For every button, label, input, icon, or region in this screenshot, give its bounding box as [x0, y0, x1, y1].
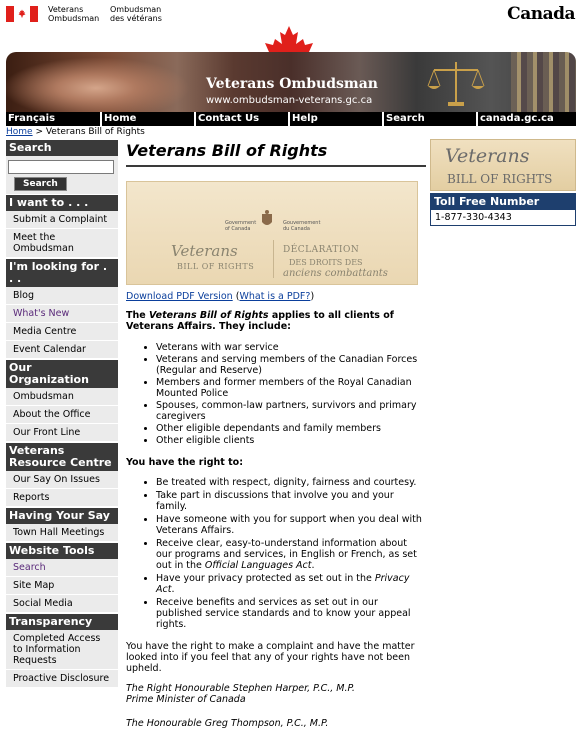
- search-button[interactable]: Search: [14, 177, 67, 191]
- clients-list: [126, 342, 422, 446]
- leftnav-item-ombudsman[interactable]: Ombudsman: [6, 388, 118, 406]
- leftnav-item-our-front-line[interactable]: Our Front Line: [6, 424, 118, 442]
- topnav-home[interactable]: Home: [102, 112, 196, 126]
- toll-free-heading: Toll Free Number: [431, 194, 575, 210]
- dept-name-en: Veterans Ombudsman: [48, 5, 100, 23]
- breadcrumb-current: Veterans Bill of Rights: [45, 127, 145, 137]
- bill-of-rights-poster: [126, 181, 418, 285]
- list-item: • Receive clear, easy-to-understand information about our programs and services, in English or French, as set out in the Official Languages Act.: [156, 538, 422, 571]
- topnav-fran-ais[interactable]: Français: [6, 112, 102, 126]
- list-item: • Veterans and serving members of the Canadian Forces (Regular and Reserve): [156, 354, 422, 376]
- bill-of-rights-promo[interactable]: Veterans BILL OF RIGHTS: [430, 139, 576, 191]
- poster-title-fr-2: DES DROITS DES: [289, 258, 363, 267]
- topnav-search[interactable]: Search: [384, 112, 478, 126]
- canada-flag-icon: [6, 6, 38, 22]
- leftnav-heading: Our Organization: [6, 359, 118, 388]
- poster-title-en: Veterans: [171, 242, 238, 260]
- intro-text: The Veterans Bill of Rights applies to all clients of Veterans Affairs. They include:: [126, 310, 394, 332]
- rights-heading: You have the right to:: [126, 457, 243, 468]
- leftnav-item-search[interactable]: Search: [6, 559, 118, 577]
- dept-name-fr: Ombudsman des vétérans: [110, 5, 162, 23]
- signature-pm: The Right Honourable Stephen Harper, P.C., M.P. Prime Minister of Canada: [126, 683, 355, 705]
- list-item: • Members and former members of the Royal Canadian Mounted Police: [156, 377, 422, 399]
- breadcrumb-home-link[interactable]: Home: [6, 127, 33, 137]
- leftnav-item-town-hall-meetings[interactable]: Town Hall Meetings: [6, 524, 118, 542]
- poster-subtitle-en: BILL OF RIGHTS: [177, 262, 255, 271]
- page-title: Veterans Bill of Rights: [126, 141, 426, 167]
- leftnav-item-reports[interactable]: Reports: [6, 489, 118, 507]
- topnav-canada-gc-ca[interactable]: canada.gc.ca: [480, 113, 554, 124]
- banner-url: www.ombudsman-veterans.gc.ca: [206, 95, 373, 106]
- poster-divider: [273, 240, 274, 278]
- complaint-text: You have the right to make a complaint and have the matter looked into if you feel that any of your rights have not been upheld.: [126, 641, 415, 674]
- toll-free-number: 1-877-330-4343: [431, 210, 575, 225]
- leftnav-heading: Veterans Resource Centre: [6, 442, 118, 471]
- toll-free-box: [430, 193, 576, 226]
- list-item: • Other eligible dependants and family members: [156, 423, 422, 434]
- leftnav-heading: Transparency: [6, 613, 118, 630]
- scales-of-justice-icon: [426, 58, 486, 108]
- leftnav-item-blog[interactable]: Blog: [6, 287, 118, 305]
- leftnav-item-social-media[interactable]: Social Media: [6, 595, 118, 613]
- banner-title: Veterans Ombudsman: [206, 76, 378, 92]
- leftnav-item-proactive-disclosure[interactable]: Proactive Disclosure: [6, 670, 118, 688]
- poster-govt-en: Government of Canada: [225, 220, 257, 232]
- list-item: • Take part in discussions that involve you and your family.: [156, 490, 422, 512]
- list-item: • Have your privacy protected as set out in the Privacy Act.: [156, 573, 422, 595]
- what-is-pdf-link[interactable]: What is a PDF?: [239, 291, 311, 302]
- leftnav-heading: I'm looking for . . .: [6, 258, 118, 287]
- signature-minister: The Honourable Greg Thompson, P.C., M.P.: [126, 718, 329, 729]
- list-item: • Be treated with respect, dignity, fairness and courtesy.: [156, 477, 422, 488]
- coat-of-arms-icon: [260, 210, 274, 230]
- poster-title-fr-1: DÉCLARATION: [283, 245, 360, 255]
- download-line: Download PDF Version (What is a PDF?): [126, 291, 315, 302]
- site-banner: [6, 52, 576, 112]
- leftnav-item-submit-a-complaint[interactable]: Submit a Complaint: [6, 211, 118, 229]
- leftnav-item-what-s-new[interactable]: What's New: [6, 305, 118, 323]
- leftnav-item-event-calendar[interactable]: Event Calendar: [6, 341, 118, 359]
- canada-wordmark: Canada: [507, 4, 575, 24]
- breadcrumb: Home > Veterans Bill of Rights: [6, 127, 145, 137]
- main-content: [126, 141, 422, 742]
- search-box: [6, 156, 118, 194]
- top-nav: [6, 112, 576, 126]
- leftnav-heading: Website Tools: [6, 542, 118, 559]
- poster-govt-fr: Gouvernement du Canada: [283, 220, 321, 232]
- left-nav-sections: [6, 194, 118, 688]
- leftnav-heading: I want to . . .: [6, 194, 118, 211]
- topnav-help[interactable]: Help: [290, 112, 384, 126]
- banner-photo-hands: [6, 52, 206, 112]
- banner-photo-medals: [511, 52, 576, 112]
- leftnav-item-completed-access-to-information-requests[interactable]: Completed Access to Information Requests: [6, 630, 118, 670]
- search-input[interactable]: [8, 160, 114, 174]
- leftnav-item-about-the-office[interactable]: About the Office: [6, 406, 118, 424]
- left-nav: [6, 139, 118, 688]
- fip-header: [0, 0, 583, 26]
- list-item: • Receive benefits and services as set out in our published service standards and to know your appeal rights.: [156, 597, 422, 630]
- download-pdf-link[interactable]: Download PDF Version: [126, 291, 233, 302]
- list-item: • Other eligible clients: [156, 435, 422, 446]
- rights-list: [126, 477, 422, 630]
- topnav-contact-us[interactable]: Contact Us: [196, 112, 290, 126]
- leftnav-heading: Having Your Say: [6, 507, 118, 524]
- leftnav-item-meet-the-ombudsman[interactable]: Meet the Ombudsman: [6, 229, 118, 258]
- list-item: • Have someone with you for support when you deal with Veterans Affairs.: [156, 514, 422, 536]
- list-item: • Spouses, common-law partners, survivors and primary caregivers: [156, 400, 422, 422]
- leftnav-item-site-map[interactable]: Site Map: [6, 577, 118, 595]
- list-item: • Veterans with war service: [156, 342, 422, 353]
- leftnav-item-media-centre[interactable]: Media Centre: [6, 323, 118, 341]
- search-heading: Search: [6, 139, 118, 156]
- poster-title-fr-3: anciens combattants: [283, 268, 388, 279]
- leftnav-item-our-say-on-issues[interactable]: Our Say On Issues: [6, 471, 118, 489]
